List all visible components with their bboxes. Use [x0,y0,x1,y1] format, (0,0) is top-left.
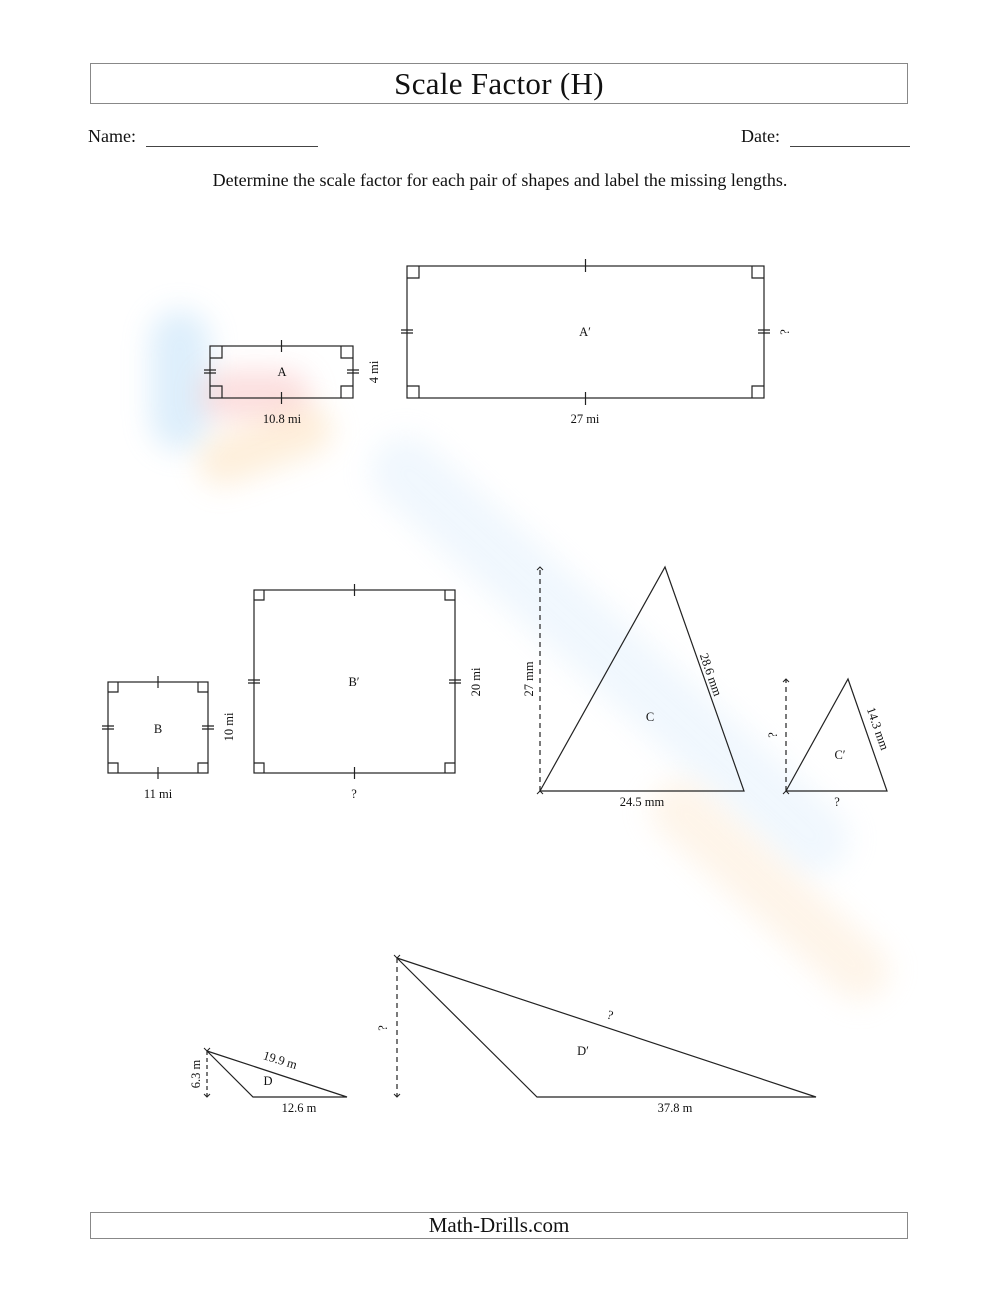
footer-site-name: Math-Drills.com [428,1213,570,1237]
shape-c-prime-height: ? [766,732,780,738]
instructions: Determine the scale factor for each pair of shapes and label the missing lengths. [212,170,788,190]
shape-d-prime-side: ? [605,1007,615,1023]
shape-c-base: 24.5 mm [619,795,665,809]
shape-d-prime-name: D′ [577,1044,589,1058]
shape-a-width: 10.8 mi [262,412,302,426]
shape-d-height: 6.3 m [189,1059,203,1089]
shape-c-prime-side: 14.3 mm [863,705,892,752]
page-title: Scale Factor (H) [394,66,604,101]
shape-d-name: D [263,1074,273,1088]
shape-c-name: C [645,710,655,724]
footer-box [90,1212,908,1239]
shape-b-prime-height: 20 mi [469,667,483,697]
shape-a-prime-height: ? [778,329,792,335]
shape-d-prime-height: ? [376,1025,390,1031]
shape-c-height: 27 mm [522,661,536,697]
shape-b-prime-width: ? [351,787,357,801]
date-label: Date: [741,126,780,146]
shape-d-prime-triangle [397,958,816,1097]
shape-d-base: 12.6 m [281,1101,317,1115]
shape-a-name: A [277,365,287,379]
shape-c-prime-base: ? [834,795,840,809]
shape-c-side: 28.6 mm [696,651,725,698]
shape-b-width: 11 mi [143,787,173,801]
name-label: Name: [88,126,136,146]
shape-d-prime-base: 37.8 m [657,1101,693,1115]
shape-c-prime-name: C′ [834,748,846,762]
shape-b-height: 10 mi [222,712,236,742]
shape-a-height: 4 mi [367,360,381,384]
shape-d-side: 19.9 m [261,1048,299,1072]
shape-b-name: B [153,722,163,736]
shape-a-prime-width: 27 mi [570,412,600,426]
shape-c-prime-triangle [786,679,887,791]
shape-b-prime-name: B′ [348,675,360,689]
shape-a-prime-name: A′ [579,325,591,339]
